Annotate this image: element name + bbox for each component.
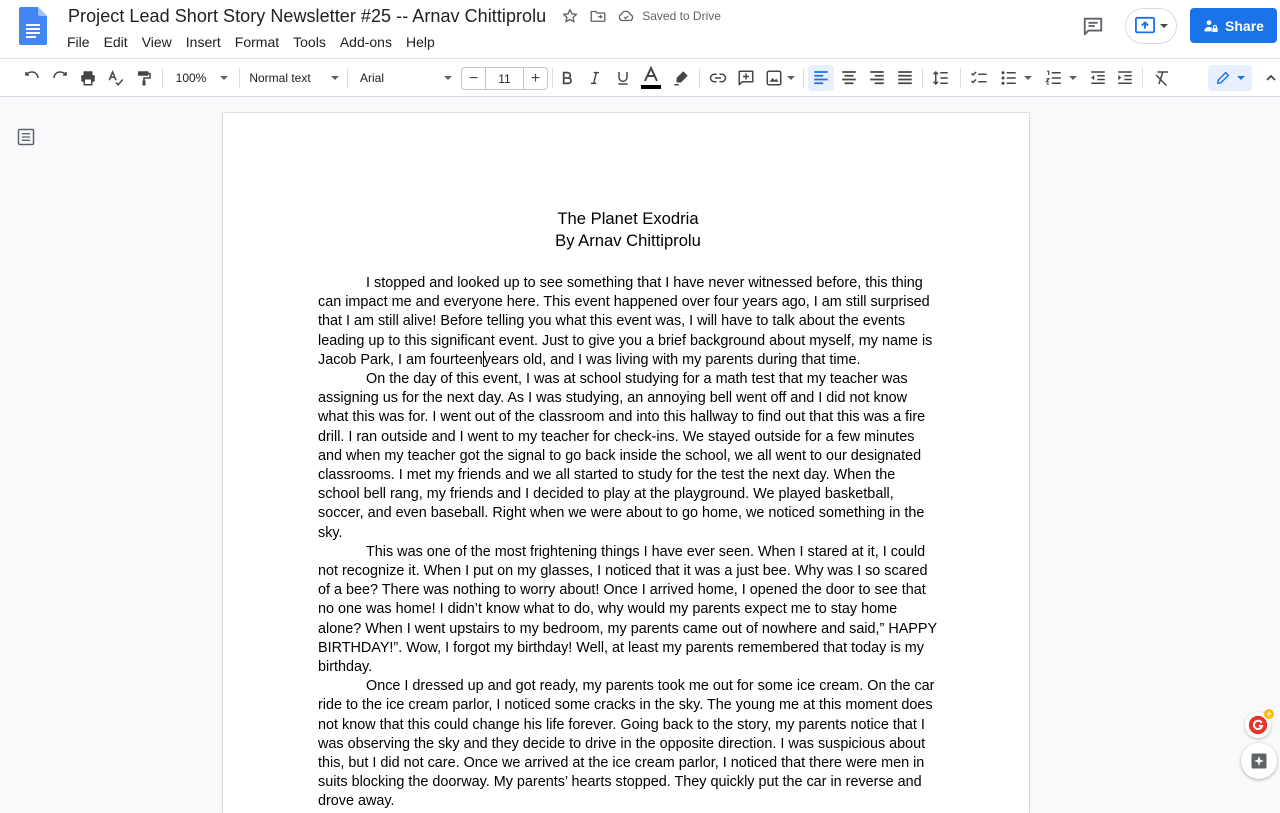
undo-icon (23, 69, 41, 87)
chevron-down-icon (444, 76, 452, 80)
story-author: By Arnav Chittiprolu (555, 231, 701, 250)
image-icon (765, 69, 783, 87)
menu-bar (60, 33, 442, 51)
chevron-down-icon (1069, 76, 1077, 80)
text-color-button[interactable] (638, 66, 664, 90)
highlight-color-button[interactable] (669, 66, 693, 90)
insert-image-button[interactable] (762, 66, 798, 90)
paragraph-style-value: Normal text (249, 71, 311, 85)
bulleted-list-icon (1000, 69, 1018, 87)
undo-button[interactable] (20, 66, 44, 90)
align-right-icon (868, 69, 886, 87)
paragraph-3: This was one of the most frightening things I have ever seen. When I stared at it, I could not recognize it. When I put on my glasses, I noticed that it was a just bee. Why was I so scared of a bee? There was nothing to worry about! Once I arrived home, I opened the door to see that no one was home! I didn’t know what to do, why would my parents expect me to stay home alone? When I went upstairs to my bedroom, my parents came out of nowhere and said,” HAPPY BIRTHDAY!”. Wow, I forgot my birthday! Well, at least my parents remembered that today is my birthday. (318, 543, 937, 676)
add-comment-icon (737, 69, 755, 87)
star-icon[interactable] (560, 6, 580, 26)
clear-formatting-icon (1153, 69, 1171, 87)
present-button[interactable] (1125, 8, 1177, 44)
docs-header (0, 0, 1280, 58)
spellcheck-icon (107, 69, 125, 87)
zoom-select[interactable] (172, 66, 232, 90)
chevron-down-icon (787, 76, 795, 80)
chevron-down-icon (1237, 76, 1245, 80)
redo-icon (51, 69, 69, 87)
chevron-up-icon (1265, 72, 1277, 84)
menu-insert[interactable]: Insert (185, 34, 221, 50)
spellcheck-button[interactable] (104, 66, 128, 90)
italic-button[interactable] (583, 66, 607, 90)
chevron-down-icon (1160, 24, 1168, 28)
bold-button[interactable] (555, 66, 579, 90)
print-icon (79, 69, 97, 87)
menu-help[interactable]: Help (405, 34, 435, 50)
paint-format-button[interactable] (132, 66, 156, 90)
explore-button[interactable] (1241, 743, 1277, 779)
document-outline-icon[interactable] (16, 127, 36, 147)
editing-mode-button[interactable] (1208, 65, 1252, 91)
font-family-value: Arial (360, 71, 385, 85)
justify-button[interactable] (893, 66, 917, 90)
increase-indent-icon (1116, 69, 1134, 87)
decrease-font-size-button[interactable]: − (468, 69, 479, 87)
document-body[interactable] (318, 208, 938, 812)
move-folder-icon[interactable] (588, 6, 608, 26)
paragraph-1 (318, 274, 938, 370)
clear-formatting-button[interactable] (1150, 66, 1174, 90)
paragraph-4: Once I dressed up and got ready, my parents took me out for some ice cream. On the car ride to the ice cream parlor, I noticed some cracks in the sky. The young me at this moment does not know that this could change his life forever. Going back to the story, my parents notice that I was observing the sky and they decide to drive in the opposite direction. I was suspicious about this, but I did not care. Once we arrived at the ice cream parlor, I noticed that there were men in suits blocking the doorway. My parents’ hearts stopped. They quickly put the car in reverse and drove away. (318, 678, 935, 810)
chevron-down-icon (220, 76, 228, 80)
zoom-value: 100% (175, 71, 207, 85)
menu-format[interactable]: Format (234, 34, 280, 50)
save-status: Saved to Drive (642, 9, 721, 23)
align-center-icon (840, 69, 858, 87)
underline-icon (615, 70, 631, 86)
align-left-button[interactable] (808, 65, 834, 91)
paragraph-1-text-a: I stopped and looked up to see something that I have never witnessed before, this thing can impact me and everyone here. This event happened over four years ago, I am still surprised that I am still alive! Before telling you what this event was, I will have to talk about the events leading up to this significant event. Just to give you a brief background about myself, my name is Jacob Park, I am fourteen (318, 275, 933, 368)
people-lock-icon (1203, 18, 1219, 34)
formatting-toolbar (0, 58, 1280, 97)
numbered-list-icon (1045, 69, 1063, 87)
comment-history-icon (1082, 15, 1104, 37)
underline-button[interactable] (611, 66, 635, 90)
checklist-button[interactable] (967, 66, 991, 90)
line-spacing-icon (931, 69, 951, 87)
present-icon (1134, 16, 1156, 36)
document-canvas (0, 97, 1280, 810)
chevron-down-icon (331, 76, 339, 80)
link-icon (708, 69, 728, 87)
document-page[interactable] (223, 113, 1029, 813)
share-label: Share (1225, 17, 1264, 34)
align-center-button[interactable] (837, 66, 861, 90)
pencil-icon (1215, 70, 1231, 86)
font-size-input[interactable]: 11 (485, 68, 524, 89)
font-family-select[interactable] (360, 66, 452, 90)
increase-font-size-button[interactable]: + (530, 69, 541, 87)
share-button[interactable] (1190, 8, 1277, 43)
checklist-icon (969, 69, 989, 87)
menu-view[interactable]: View (141, 34, 172, 50)
numbered-list-button[interactable] (1042, 66, 1080, 90)
menu-edit[interactable]: Edit (103, 34, 128, 50)
decrease-indent-icon (1089, 69, 1107, 87)
line-spacing-button[interactable] (929, 66, 953, 90)
justify-icon (896, 69, 914, 87)
decrease-indent-button[interactable] (1086, 66, 1110, 90)
font-size-control (461, 67, 548, 90)
paragraph-1-text-b: years old, and I was living with my parents during that time. (483, 351, 861, 368)
cloud-done-icon[interactable] (616, 6, 636, 26)
chevron-down-icon (1024, 76, 1032, 80)
print-button[interactable] (76, 66, 100, 90)
menu-tools[interactable]: Tools (293, 34, 326, 50)
explore-icon (1249, 751, 1269, 771)
bulleted-list-button[interactable] (997, 66, 1035, 90)
insert-link-button[interactable] (706, 66, 730, 90)
grammarly-badge: + (1264, 709, 1274, 719)
paragraph-2: On the day of this event, I was at school studying for a math test that my teacher was assigning us for the next day. As I was studying, an annoying bell went off and I did not know what this was for. I went out of the classroom and into this hallway to find out that this was a fire drill. I ran outside and I went to my teacher for check-ins. We stayed outside for a few minutes and when my teacher got the signal to go back inside the school, we all went to our designated classrooms. I met my friends and we all started to study for the test the next day. When the school bell rang, my friends and I decided to play at the playground. We played basketball, soccer, and even baseball. Right when we were about to go home, we noticed something in the sky. (318, 371, 926, 541)
highlight-icon (672, 69, 690, 87)
bold-icon (559, 70, 575, 86)
document-title[interactable]: Project Lead Short Story Newsletter #25 -- Arnav Chittiprolu (68, 5, 547, 26)
paint-format-icon (135, 69, 153, 87)
story-title: The Planet Exodria (557, 209, 699, 228)
comment-history-button[interactable] (1080, 13, 1106, 39)
menu-addons[interactable]: Add-ons (339, 34, 392, 50)
redo-button[interactable] (48, 66, 72, 90)
text-color-icon (640, 66, 662, 90)
italic-icon (587, 70, 603, 86)
docs-logo-icon[interactable] (19, 7, 47, 45)
increase-indent-button[interactable] (1113, 66, 1137, 90)
hide-menus-button[interactable] (1264, 66, 1278, 90)
align-right-button[interactable] (865, 66, 889, 90)
paragraph-style-select[interactable] (248, 66, 340, 90)
menu-file[interactable]: File (67, 34, 90, 50)
add-comment-button[interactable] (734, 66, 758, 90)
align-left-icon (812, 69, 830, 87)
